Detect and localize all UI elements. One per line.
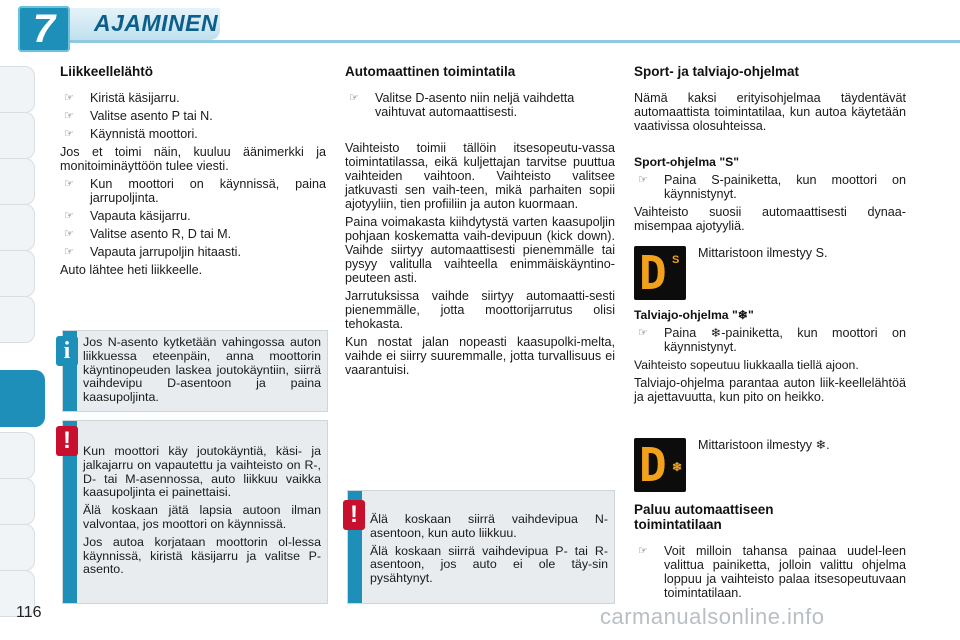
header-rule bbox=[70, 40, 960, 43]
heading-sport-program: Sport-ohjelma "S" bbox=[634, 155, 740, 169]
warning-icon: ! bbox=[56, 426, 78, 456]
watermark: carmanualsonline.info bbox=[600, 604, 825, 629]
hand-pointer-icon: ☞ bbox=[64, 246, 74, 258]
heading-automatic-mode: Automaattinen toimintatila bbox=[345, 64, 516, 79]
column-winter bbox=[634, 308, 906, 404]
list-item: ☞ Paina ❄-painiketta, kun moottori on käynnistynyt. bbox=[638, 326, 906, 354]
side-tab-6[interactable] bbox=[0, 296, 35, 343]
hand-pointer-icon: ☞ bbox=[638, 174, 648, 186]
warning-note bbox=[62, 420, 328, 604]
side-tab-4[interactable] bbox=[0, 204, 35, 251]
hand-pointer-icon: ☞ bbox=[349, 92, 359, 104]
snowflake-icon: ❄ bbox=[672, 460, 683, 474]
side-tab-3[interactable] bbox=[0, 158, 35, 205]
hand-pointer-icon: ☞ bbox=[638, 545, 648, 557]
chapter-number: 7 bbox=[32, 7, 56, 51]
paragraph: Talviajo-ohjelma parantaa auton liik-keellelähtöä ja ajettavuutta, kun pito on heikko. bbox=[634, 376, 906, 404]
hand-pointer-icon: ☞ bbox=[64, 128, 74, 140]
paragraph: Auto lähtee heti liikkeelle. bbox=[60, 263, 203, 277]
paragraph: Jarrutuksissa vaihde siirtyy automaatti-sesti pienemmälle, jotta moottorijarrutus olisi tehokasta. bbox=[345, 289, 615, 331]
column-automatic-mode bbox=[345, 64, 615, 377]
paragraph: Vaihteisto suosii automaattisesti dynaa-misempaa ajotyyliä. bbox=[634, 205, 906, 233]
list-item: ☞ Kun moottori on käynnissä, paina jarrupoljinta. bbox=[64, 177, 326, 205]
info-note-text: Jos N-asento kytketään vahingossa auton liikkuessa eteenpäin, anna moottorin käyntinopeuden laskea joutokäyntiin, siirrä vaihdevipu D-asentoon ja paina kaasupoljinta. bbox=[83, 335, 321, 405]
heading-return-automatic: Paluu automaattiseen toimintatilaan bbox=[634, 502, 774, 532]
gauge-letter: D bbox=[639, 438, 667, 492]
list-item: ☞ Vapauta käsijarru. bbox=[64, 209, 191, 223]
info-icon: i bbox=[56, 336, 78, 366]
side-tab-5[interactable] bbox=[0, 250, 35, 297]
hand-pointer-icon: ☞ bbox=[64, 210, 74, 222]
info-note bbox=[62, 330, 328, 412]
hand-pointer-icon: ☞ bbox=[64, 178, 74, 190]
paragraph: Vaihteisto sopeutuu liukkaalla tiellä ajoon. bbox=[634, 358, 859, 372]
heading-departure: Liikkeellelähtö bbox=[60, 64, 154, 79]
hand-pointer-icon: ☞ bbox=[638, 327, 648, 339]
column-return bbox=[634, 502, 906, 600]
list-item: ☞ Valitse D-asento niin neljä vaihdetta vaihtuvat automaattisesti. bbox=[349, 91, 575, 119]
sport-icon: S bbox=[672, 254, 680, 266]
side-tab-2[interactable] bbox=[0, 112, 35, 159]
heading-sport-winter: Sport- ja talviajo-ohjelmat bbox=[634, 64, 800, 79]
hand-pointer-icon: ☞ bbox=[64, 228, 74, 240]
warning-icon: ! bbox=[343, 500, 365, 530]
side-tab-7-active[interactable] bbox=[0, 370, 45, 427]
column-sport-winter bbox=[634, 64, 906, 233]
page-number: 116 bbox=[16, 604, 42, 621]
winter-gauge-display bbox=[634, 438, 686, 492]
list-item: ☞ Valitse asento R, D tai M. bbox=[64, 227, 232, 241]
warning-note-text: Kun moottori käy joutokäyntiä, käsi- ja jalkajarru on vapautettu ja vaihteisto on R-, D- tai M-asennossa, auto liikkuu vaikka kaasupoljinta ei painettaisi. Älä koskaan jätä lapsia autoon ilman valvontaa, jos moottori on käynnissä. Jos autoa korjataan moottorin ol-lessa käynnissä, kiristä käsijarru ja valitse P-asento. bbox=[83, 444, 321, 577]
sport-display-text: Mittaristoon ilmestyy S. bbox=[698, 246, 828, 260]
side-tab-8[interactable] bbox=[0, 432, 35, 479]
paragraph: Kun nostat jalan nopeasti kaasupolki-melta, vaihde ei siirry suuremmalle, jotta turvallisuus ei vaarantuisi. bbox=[345, 335, 615, 377]
side-tab-1[interactable] bbox=[0, 66, 35, 113]
paragraph: Vaihteisto toimii tällöin itsesopeutu-vassa toimintatilassa, eikä kuljettajan tarvitse puuttua vaihteiden vaihtoon. Vaihteisto valitsee jatkuvasti sen vaih-teen, mikä parhaiten sopii ajotyyliin, tien profiiliin ja auton kuormaan. bbox=[345, 141, 615, 211]
hand-pointer-icon: ☞ bbox=[64, 92, 74, 104]
paragraph: Jos et toimi näin, kuuluu äänimerkki ja monitoiminäyttöön tulee viesti. bbox=[60, 145, 326, 173]
heading-winter-program: Talviajo-ohjelma "❄" bbox=[634, 308, 754, 322]
list-item: ☞ Valitse asento P tai N. bbox=[64, 109, 213, 123]
list-item: ☞ Vapauta jarrupoljin hitaasti. bbox=[64, 245, 241, 259]
list-item: ☞ Kiristä käsijarru. bbox=[64, 91, 180, 105]
paragraph: Paina voimakasta kiihdytystä varten kaasupoljin pohjaan koskematta vaih-devipuun (kick down). Vaihde siirtyy automaattisesti pienemmälle tai pysyy valitulla vaihteella enimmäiskäyntino-peuteen asti. bbox=[345, 215, 615, 285]
winter-display-text: Mittaristoon ilmestyy ❄. bbox=[698, 438, 830, 452]
warning-note bbox=[347, 490, 615, 604]
side-tab-9[interactable] bbox=[0, 478, 35, 525]
sport-gauge-display bbox=[634, 246, 686, 300]
list-item: ☞ Voit milloin tahansa painaa uudel-leen valittua painiketta, jolloin valittu ohjelma loppuu ja vaihteisto palaa itsesopeutuvaan toimintatilaan. bbox=[638, 544, 906, 600]
side-tab-10[interactable] bbox=[0, 524, 35, 571]
hand-pointer-icon: ☞ bbox=[64, 110, 74, 122]
paragraph: Nämä kaksi erityisohjelmaa täydentävät automaattista toimintatilaa, kun autoa käytetään vaativissa olosuhteissa. bbox=[634, 91, 906, 133]
gauge-letter: D bbox=[639, 246, 667, 300]
list-item: ☞ Paina S-painiketta, kun moottori on käynnistynyt. bbox=[638, 173, 906, 201]
warning-note-text: Älä koskaan siirrä vaihdevipua N-asentoon, kun auto liikkuu. Älä koskaan siirrä vaihdevipua P- tai R-asentoon, jos auto ei ole täy-sin pysähtynyt. bbox=[370, 512, 608, 586]
chapter-title: AJAMINEN bbox=[94, 10, 219, 36]
column-departure bbox=[60, 64, 326, 277]
list-item: ☞ Käynnistä moottori. bbox=[64, 127, 198, 141]
